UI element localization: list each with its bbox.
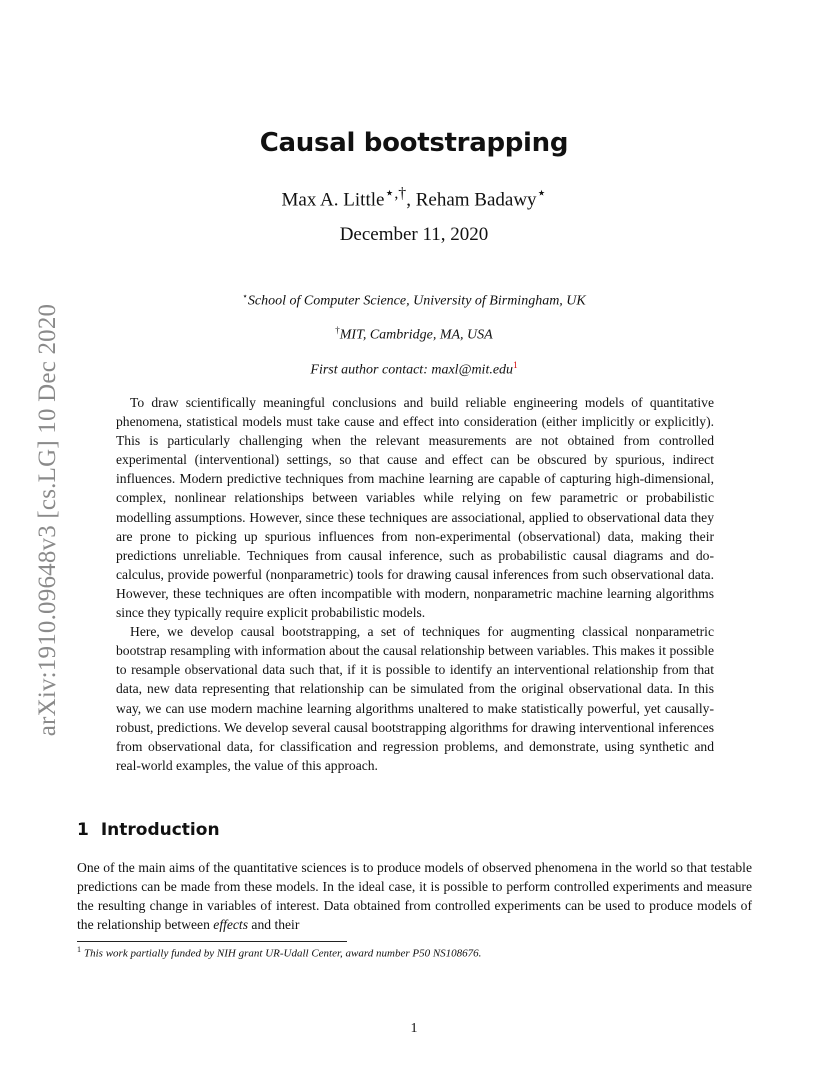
affiliation-birmingham (0, 291, 828, 310)
author-affiliation-marks: ⋆ (536, 185, 547, 202)
footnote-divider (77, 941, 347, 942)
author-separator: , (406, 189, 416, 211)
section-number: 1 (77, 820, 89, 840)
affiliation-mit (0, 325, 828, 344)
author-name: Reham Badawy (415, 189, 537, 211)
affiliation-mark: † (335, 325, 340, 335)
footnote-link-mark[interactable]: 1 (513, 360, 518, 370)
section-heading-introduction (77, 820, 220, 840)
paper-title: Causal bootstrapping (259, 128, 569, 158)
affiliation-text: School of Computer Science, University of Birmingham, UK (247, 293, 586, 309)
author-list (0, 183, 828, 211)
footnote-text: This work partially funded by NIH grant UR-Udall Center, award number P50 NS108676. (84, 947, 482, 960)
footnote-mark: 1 (77, 945, 81, 954)
intro-emphasis: effects (213, 917, 249, 932)
footnote (77, 945, 481, 960)
abstract-paragraph: To draw scientifically meaningful conclusions and build reliable engineering models of quantitative phenomena, statistical models must take cause and effect into consideration (either implicitly or explicitly). This is particularly challenging when the relevant measurements are not obtained from controlled experimental (interventional) settings, so that cause and effect can be obscured by spurious, indirect influences. Modern predictive techniques from machine learning are capable of capturing high-dimensional, complex, nonlinear relationships between variables while relying on few parametric or probabilistic modelling assumptions. However, since these techniques are associational, applied to observational data they are prone to picking up spurious influences from non-experimental (observational) data, making their predictions unreliable. Techniques from causal inference, such as probabilistic causal diagrams and do-calculus, provide powerful (nonparametric) tools for drawing causal inferences from such observational data. However, these techniques are often incompatible with modern, nonparametric machine learning algorithms since they typically require explicit probabilistic models. (116, 395, 714, 621)
contact-text: First author contact: maxl@mit.edu (310, 362, 514, 378)
abstract-paragraph: Here, we develop causal bootstrapping, a set of techniques for augmenting classical nonparametric bootstrap resampling with information about the causal relationship between variables. This makes it possible to resample observational data such that, if it is possible to identify an interventional relationship from that data, new data representing that relationship can be simulated from the original observational data. In this way, we can use modern machine learning algorithms unaltered to make statistically powerful, yet causally-robust, predictions. We develop several causal bootstrapping algorithms for drawing interventional inferences from observational data, for classification and regression problems, and demonstrate, using synthetic and real-world examples, the value of this approach. (116, 624, 714, 773)
author-name: Max A. Little (281, 189, 385, 211)
page-number: 1 (410, 1021, 418, 1036)
abstract (116, 393, 714, 775)
section-title: Introduction (100, 820, 220, 840)
introduction-paragraph (77, 858, 752, 934)
paper-date: December 11, 2020 (339, 224, 489, 245)
affiliation-mark: ⋆ (242, 291, 248, 301)
intro-text-continued: and their (248, 917, 300, 932)
author-affiliation-marks: ⋆,† (384, 185, 407, 202)
intro-text: One of the main aims of the quantitative sciences is to produce models of observed phenomena in the world so that testable predictions can be made from these models. In the ideal case, it is possible to perform controlled experiments and measure the resulting change in variables of interest. Data obtained from controlled experiments can be used to produce models of the relationship between (77, 860, 752, 932)
contact-line (0, 360, 828, 379)
affiliation-text: MIT, Cambridge, MA, USA (339, 327, 493, 343)
arxiv-identifier-stamp: arXiv:1910.09648v3 [cs.LG] 10 Dec 2020 (34, 303, 61, 737)
